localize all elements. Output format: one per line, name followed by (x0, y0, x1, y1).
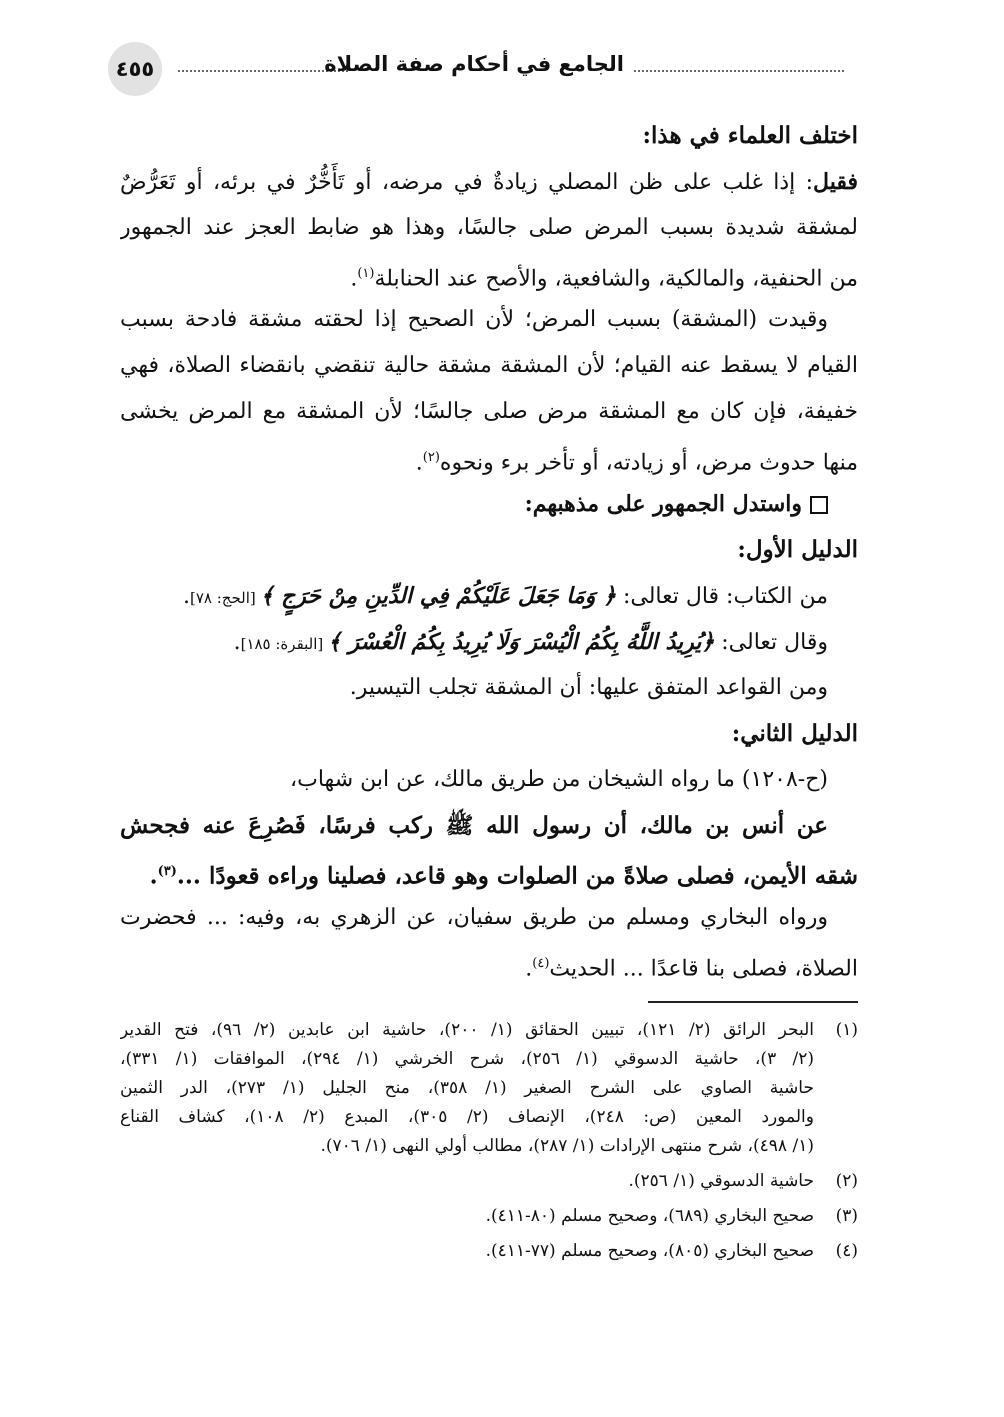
page-header (108, 40, 844, 98)
running-title: الجامع في أحكام صفة الصلاة (324, 52, 624, 76)
hadith-text: عن أنس بن مالك، أن رسول الله ﷺ ركب فرسًا، فَصُرِعَ عنه فجحش (120, 812, 828, 839)
verse-reference: [الحج: ٧٨] (190, 589, 261, 607)
footnote-text: صحيح البخاري (٨٠٥)، وصحيح مسلم (٧٧-٤١١). (485, 1241, 814, 1261)
footnote-ref[interactable]: (١) (357, 266, 375, 281)
paragraph-line: خفيفة، فإن كان مع المشقة مرض صلى جالسًا؛ لأن المشقة مع المرض يخشى (120, 399, 858, 424)
section-intro: اختلف العلماء في هذا: (642, 122, 858, 149)
paragraph-line: من الحنفية، والمالكية، والشافعية، والأصح عند الحنابلة$^{(١)}$. (350, 266, 858, 292)
page-number: ٤٥٥ (108, 42, 162, 96)
paragraph-line: الصلاة، فصلى بنا قاعدًا ... الحديث$^{(٤)}$. (525, 956, 858, 982)
lead-word: فقيل (813, 169, 858, 195)
paragraph-line: ومن القواعد المتفق عليها: أن المشقة تجلب التيسير. (349, 675, 828, 700)
paragraph-line: منها حدوث مرض، أو زيادته، أو تأخر برء ونحوه$^{(٢)}$. (415, 450, 858, 476)
footnote-separator (648, 1001, 858, 1003)
footnote-ref[interactable]: (٣) (157, 864, 177, 879)
evidence-heading: الدليل الثاني: (731, 720, 858, 747)
footnote-number: (٣) (835, 1206, 858, 1226)
footnotes (120, 1016, 858, 1266)
subheading: واستدل الجمهور على مذهبهم: (120, 481, 858, 527)
footnote-ref[interactable]: (٤) (532, 956, 550, 971)
verse-reference: [البقرة: ١٨٥] (240, 635, 329, 653)
header-dotted-rule-left (178, 70, 348, 72)
checkbox-square-icon (810, 496, 828, 514)
quran-verse: ﴿يُرِيدُ اللَّهُ بِكُمُ الْيُسْرَ وَلَا يُرِيدُ بِكُمُ الْعُسْرَ ﴾ (328, 629, 715, 655)
paragraph-line: فقيل: إذا غلب على ظن المصلي زيادةٌ في مرضه، أو تَأَخُّرٌ في برئه، أو تَعَرُّضٌ (120, 169, 858, 195)
paragraph-line: لمشقة شديدة بسبب المرض صلى جالسًا، وهذا هو ضابط العجز عند الجمهور (120, 215, 858, 240)
footnote-text: البحر الرائق (٢/ ١٢١)، تبيين الحقائق (١/ ٢٠٠)، حاشية ابن عابدين (٢/ ٩٦)، فتح القدير (٢/ ٣)، حاشية الدسوقي (١/ ٢٥٦)، شرح الخرشي (١/ ٢٩٤)، الموافقات (١/ ٣٣١)، حاشية الصاوي على الشرح الصغير (١/ ٣٥٨)، منح الجليل (١/ ٢٧٣)، الدر الثمين والمورد المعين (ص: ٢٤٨)، الإنصاف (٢/ ٣٠٥)، المبدع (٢/ ١٠٨)، كشاف القناع (١/ ٤٩٨)، شرح منتهى الإرادات (١/ ٢٨٧)، مطالب أولي النهى (١/ ٧٠٦). (120, 1020, 814, 1156)
footnote-2 (120, 1167, 858, 1196)
footnote-number: (٤) (835, 1241, 858, 1261)
footnote-4 (120, 1237, 858, 1266)
hadith-number-line: (ح-١٢٠٨) ما رواه الشيخان من طريق مالك، عن ابن شهاب، (290, 767, 828, 792)
main-text (120, 113, 858, 987)
hadith-text: شقه الأيمن، فصلى صلاةً من الصلوات وهو قاعد، فصلينا وراءه قعودًا ...$^{(٣)}$. (149, 862, 858, 890)
footnote-1 (120, 1016, 858, 1161)
header-dotted-rule-right (634, 70, 844, 72)
footnote-number: (٢) (835, 1171, 858, 1191)
evidence-heading: الدليل الأول: (737, 536, 858, 563)
quran-verse: ﴿ وَمَا جَعَلَ عَلَيْكُمْ فِي الدِّينِ مِنْ حَرَجٍ ﴾ (260, 583, 616, 609)
footnote-number: (١) (835, 1020, 858, 1040)
paragraph-line: وقيدت (المشقة) بسبب المرض؛ لأن الصحيح إذا لحقته مشقة فادحة بسبب (120, 307, 828, 332)
footnote-3 (120, 1202, 858, 1231)
footnote-text: صحيح البخاري (٦٨٩)، وصحيح مسلم (٨٠-٤١١). (485, 1206, 814, 1226)
quran-verse-line: وقال تعالى: ﴿يُرِيدُ اللَّهُ بِكُمُ الْيُسْرَ وَلَا يُرِيدُ بِكُمُ الْعُسْرَ ﴾ [البقرة: ١٨٥]. (233, 629, 828, 655)
footnote-ref[interactable]: (٢) (422, 450, 440, 465)
footnote-text: حاشية الدسوقي (١/ ٢٥٦). (628, 1171, 814, 1191)
paragraph-line: القيام لا يسقط عنه القيام؛ لأن المشقة مشقة حالية تنقضي بانقضاء الصلاة، فهي (120, 353, 858, 378)
quran-verse-line: من الكتاب: قال تعالى: ﴿ وَمَا جَعَلَ عَلَيْكُمْ فِي الدِّينِ مِنْ حَرَجٍ ﴾ [الحج: ٧٨]. (183, 583, 828, 609)
paragraph-line: ورواه البخاري ومسلم من طريق سفيان، عن الزهري به، وفيه: ... فحضرت (120, 905, 828, 930)
